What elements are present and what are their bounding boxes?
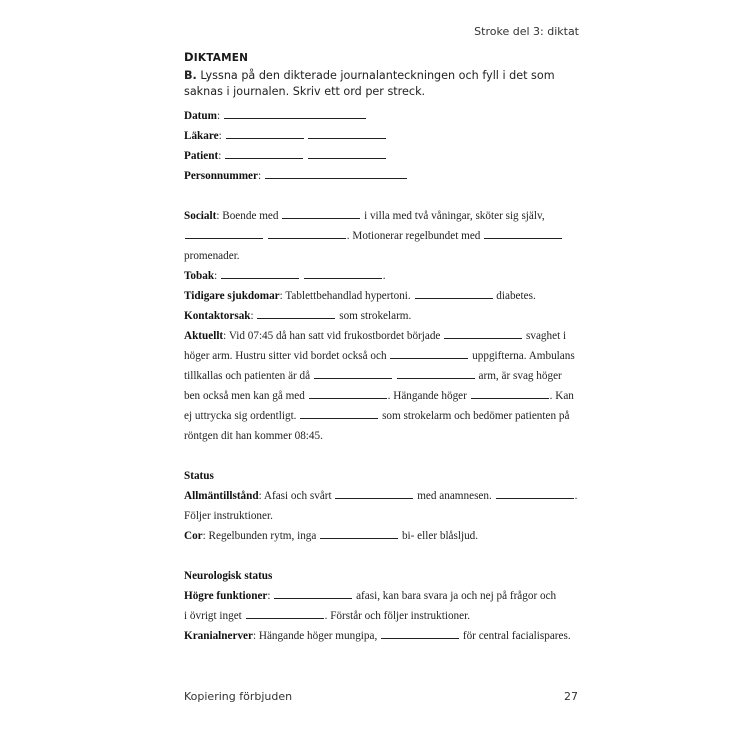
kontakt-line: Kontaktorsak: som strokelarm. <box>184 306 584 326</box>
journal-body <box>184 106 584 646</box>
text: ben också men kan gå med <box>184 390 308 402</box>
personnummer-label: Personnummer <box>184 170 258 182</box>
text: . <box>574 490 578 502</box>
allman-line-1 <box>184 486 584 506</box>
section-title-rest: IKTAMEN <box>193 52 249 64</box>
text: : Boende med <box>216 210 282 222</box>
cor-line <box>184 526 584 546</box>
text: arm, är svag höger <box>475 370 562 382</box>
aktuellt-blank-7[interactable] <box>300 406 378 419</box>
aktuellt-line-1 <box>184 326 584 346</box>
socialt-label: Socialt <box>184 210 217 222</box>
text: : Regelbunden rytm, inga <box>202 530 320 542</box>
datum-row: Datum: <box>184 106 584 126</box>
page-number: 27 <box>564 690 578 703</box>
socialt-blank-1[interactable] <box>282 206 360 219</box>
aktuellt-blank-4[interactable] <box>397 366 475 379</box>
text: som strokelarm. <box>336 310 412 322</box>
kranial-line <box>184 626 584 646</box>
text: : <box>267 590 274 602</box>
lakare-blank-1[interactable] <box>226 126 304 139</box>
allman-label: Allmäntillstånd <box>184 490 259 502</box>
status-heading: Status <box>184 470 214 482</box>
text: för central facialispares. <box>460 630 571 642</box>
text: uppgifterna. Ambulans <box>469 350 575 362</box>
allman-line-2: Följer instruktioner. <box>184 510 273 522</box>
socialt-line-2 <box>184 226 584 246</box>
patient-label: Patient <box>184 150 219 162</box>
lakare-label: Läkare <box>184 130 219 142</box>
text: bi- eller blåsljud. <box>399 530 479 542</box>
instruction-text: Lyssna på den dikterade journalanteckningen och fyll i det som saknas i journalen. Skriv ett ord per streck. <box>184 69 555 98</box>
text: afasi, kan bara svara ja och nej på frågor och <box>353 590 557 602</box>
hogre-line-2 <box>184 606 584 626</box>
text: : Afasi och svårt <box>258 490 335 502</box>
tidigare-line <box>184 286 584 306</box>
aktuellt-line-5 <box>184 406 584 426</box>
section-title <box>184 50 248 64</box>
personnummer-row: Personnummer: <box>184 166 584 186</box>
tidigare-blank[interactable] <box>415 286 493 299</box>
socialt-line-3: promenader. <box>184 250 240 262</box>
socialt-blank-3[interactable] <box>268 226 346 239</box>
tobak-blank-2[interactable] <box>304 266 382 279</box>
text: . Motionerar regelbundet med <box>346 230 484 242</box>
text: i villa med två våningar, sköter sig själv, <box>361 210 545 222</box>
lakare-blank-2[interactable] <box>308 126 386 139</box>
socialt-line-1 <box>184 206 584 226</box>
aktuellt-blank-2[interactable] <box>390 346 468 359</box>
aktuellt-blank-3[interactable] <box>314 366 392 379</box>
tobak-blank-1[interactable] <box>221 266 299 279</box>
text: höger arm. Hustru sitter vid bordet också och <box>184 350 390 362</box>
allman-blank-2[interactable] <box>496 486 574 499</box>
cor-label: Cor <box>184 530 203 542</box>
neuro-heading: Neurologisk status <box>184 570 273 582</box>
text: . <box>382 270 386 282</box>
socialt-blank-2[interactable] <box>185 226 263 239</box>
patient-blank-2[interactable] <box>308 146 386 159</box>
text: ej uttrycka sig ordentligt. <box>184 410 300 422</box>
text: : Hängande höger mungipa, <box>252 630 381 642</box>
tobak-label: Tobak <box>184 270 215 282</box>
lakare-row: Läkare: <box>184 126 584 146</box>
hogre-blank-1[interactable] <box>274 586 352 599</box>
text: . Hängande höger <box>387 390 470 402</box>
aktuellt-blank-6[interactable] <box>471 386 549 399</box>
instruction-label: B. <box>184 69 197 82</box>
kranial-label: Kranialnerver <box>184 630 253 642</box>
aktuellt-line-6: röntgen dit han kommer 08:45. <box>184 430 323 442</box>
text: svaghet i <box>523 330 567 342</box>
text: som strokelarm och bedömer patienten på <box>379 410 570 422</box>
text: med anamnesen. <box>414 490 495 502</box>
datum-blank[interactable] <box>224 106 366 119</box>
text: . Förstår och följer instruktioner. <box>324 610 471 622</box>
allman-blank-1[interactable] <box>335 486 413 499</box>
kranial-blank[interactable] <box>381 626 459 639</box>
aktuellt-line-2 <box>184 346 584 366</box>
section-title-initial: D <box>184 50 194 64</box>
text: . Kan <box>549 390 574 402</box>
patient-blank-1[interactable] <box>225 146 303 159</box>
text: tillkallas och patienten är då <box>184 370 313 382</box>
running-head: Stroke del 3: diktat <box>474 25 579 38</box>
datum-label: Datum <box>184 110 217 122</box>
aktuellt-blank-1[interactable] <box>444 326 522 339</box>
footer-copyright: Kopiering förbjuden <box>184 690 293 703</box>
text: : Vid 07:45 då han satt vid frukostbordet började <box>223 330 444 342</box>
tidigare-label: Tidigare sjukdomar <box>184 290 280 302</box>
hogre-label: Högre funktioner <box>184 590 268 602</box>
tobak-line: Tobak: . <box>184 266 584 286</box>
hogre-blank-2[interactable] <box>246 606 324 619</box>
kontakt-label: Kontaktorsak <box>184 310 251 322</box>
aktuellt-label: Aktuellt <box>184 330 224 342</box>
patient-row: Patient: <box>184 146 584 166</box>
personnummer-blank[interactable] <box>265 166 407 179</box>
hogre-line-1 <box>184 586 584 606</box>
text: diabetes. <box>493 290 536 302</box>
instructions <box>184 68 584 100</box>
socialt-blank-4[interactable] <box>484 226 562 239</box>
aktuellt-line-3 <box>184 366 584 386</box>
aktuellt-blank-5[interactable] <box>309 386 387 399</box>
text: : Tablettbehandlad hypertoni. <box>279 290 414 302</box>
cor-blank[interactable] <box>320 526 398 539</box>
text: i övrigt inget <box>184 610 245 622</box>
kontakt-blank[interactable] <box>257 306 335 319</box>
aktuellt-line-4 <box>184 386 584 406</box>
